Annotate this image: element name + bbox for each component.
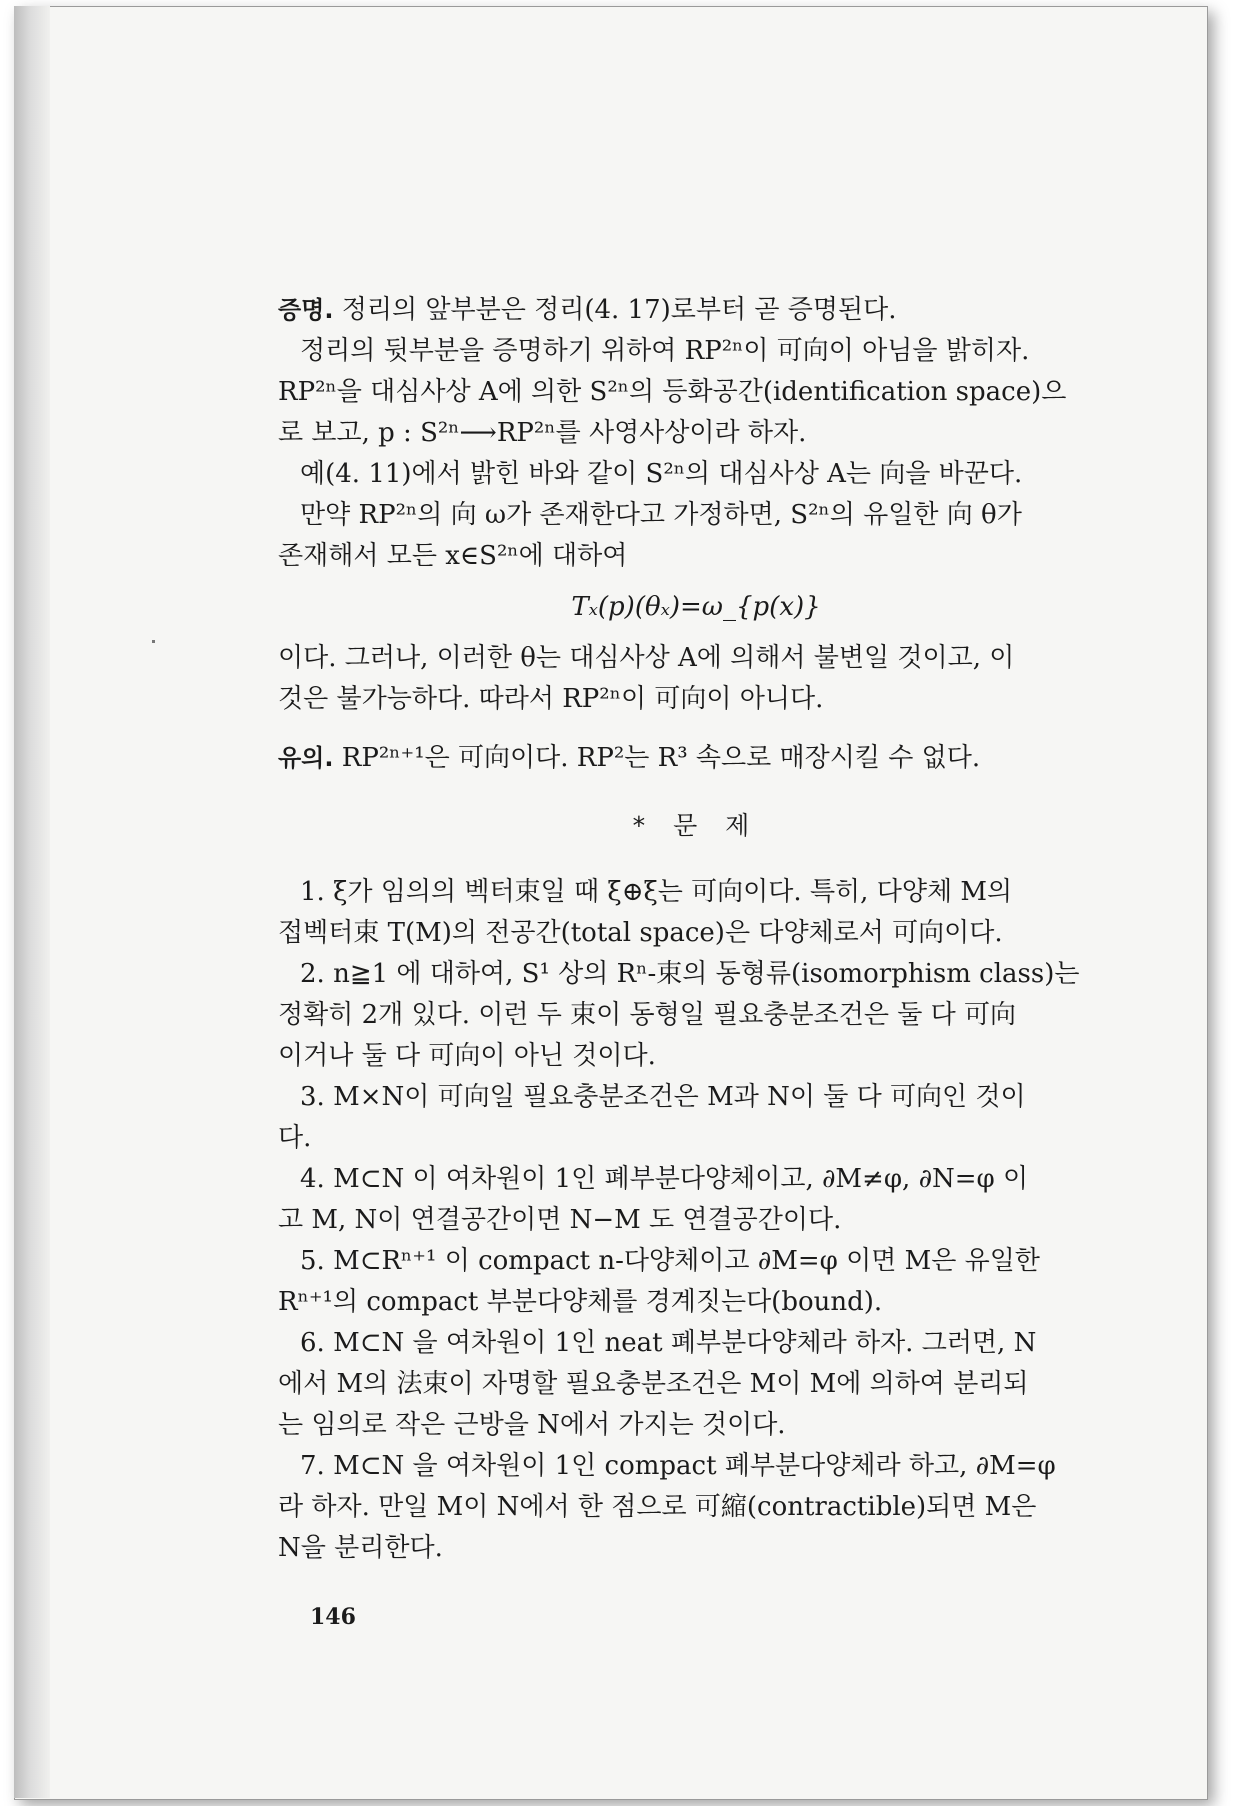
proof-line: 존재해서 모든 x∈S²ⁿ에 대하여 <box>278 541 628 571</box>
problem-line: 4. M⊂N 이 여차원이 1인 폐부분다양체이고, ∂M≠φ, ∂N=φ 이 <box>300 1164 1029 1194</box>
book-spine-shadow <box>14 6 50 1798</box>
problems-heading: * 문 제 <box>632 811 760 840</box>
proof-line: 것은 불가능하다. 따라서 RP²ⁿ이 可向이 아니다. <box>278 684 824 714</box>
remark-label: 유의. <box>278 744 334 772</box>
page-content <box>278 290 1114 1569</box>
page-number: 146 <box>310 1604 356 1630</box>
remark-text: RP²ⁿ⁺¹은 可向이다. RP²는 R³ 속으로 매장시킬 수 없다. <box>341 743 981 773</box>
proof-label: 증명. <box>278 296 334 324</box>
problem-line: 라 하자. 만일 M이 N에서 한 점으로 可縮(contractible)되면 M은 <box>278 1492 1037 1522</box>
problem-line: 5. M⊂Rⁿ⁺¹ 이 compact n-다양체이고 ∂M=φ 이면 M은 유일한 <box>300 1246 1040 1276</box>
problem-line: 는 임의로 작은 근방을 N에서 가지는 것이다. <box>278 1410 786 1440</box>
proof-line: RP²ⁿ을 대심사상 A에 의한 S²ⁿ의 등화공간(identification space)으 <box>278 377 1067 407</box>
proof-formula: Tₓ(p)(θₓ)=ω_{p(x)} <box>571 592 821 622</box>
proof-line: 이다. 그러나, 이러한 θ는 대심사상 A에 의해서 불변일 것이고, 이 <box>278 643 1015 673</box>
problem-line: N을 분리한다. <box>278 1533 443 1563</box>
problem-line: 고 M, N이 연결공간이면 N−M 도 연결공간이다. <box>278 1205 842 1235</box>
problem-line: 1. ξ가 임의의 벡터束일 때 ξ⊕ξ는 可向이다. 특히, 다양체 M의 <box>300 877 1013 907</box>
proof-line: 만약 RP²ⁿ의 向 ω가 존재한다고 가정하면, S²ⁿ의 유일한 向 θ가 <box>300 500 1022 530</box>
problem-line: 3. M×N이 可向일 필요충분조건은 M과 N이 둘 다 可向인 것이 <box>300 1082 1026 1112</box>
proof-first-text: 정리의 앞부분은 정리(4. 17)로부터 곧 증명된다. <box>341 295 897 325</box>
problem-line: 다. <box>278 1123 312 1153</box>
proof-first-line <box>278 290 1114 331</box>
problem-line: 6. M⊂N 을 여차원이 1인 neat 폐부분다양체라 하자. 그러면, N <box>300 1328 1037 1358</box>
proof-line: 예(4. 11)에서 밝힌 바와 같이 S²ⁿ의 대심사상 A는 向을 바꾼다. <box>300 459 1023 489</box>
proof-line: 로 보고, p : S²ⁿ⟶RP²ⁿ를 사영사상이라 하자. <box>278 418 807 448</box>
problem-line: 이거나 둘 다 可向이 아닌 것이다. <box>278 1041 656 1071</box>
problem-line: 7. M⊂N 을 여차원이 1인 compact 폐부분다양체라 하고, ∂M=φ <box>300 1451 1056 1481</box>
problem-line: 2. n≧1 에 대하여, S¹ 상의 Rⁿ-束의 동형류(isomorphism class)는 <box>300 959 1080 989</box>
page-speck <box>152 640 155 643</box>
problem-line: 에서 M의 法束이 자명할 필요충분조건은 M이 M에 의하여 분리되 <box>278 1369 1029 1399</box>
problem-line: 정확히 2개 있다. 이런 두 束이 동형일 필요충분조건은 둘 다 可向 <box>278 1000 1017 1030</box>
problem-line: 접벡터束 T(M)의 전공간(total space)은 다양체로서 可向이다. <box>278 918 1003 948</box>
remark-line <box>278 738 1114 779</box>
problem-line: Rⁿ⁺¹의 compact 부분다양체를 경계짓는다(bound). <box>278 1287 883 1317</box>
proof-line: 정리의 뒷부분을 증명하기 위하여 RP²ⁿ이 可向이 아님을 밝히자. <box>300 336 1030 366</box>
problem-list <box>278 872 1114 1569</box>
